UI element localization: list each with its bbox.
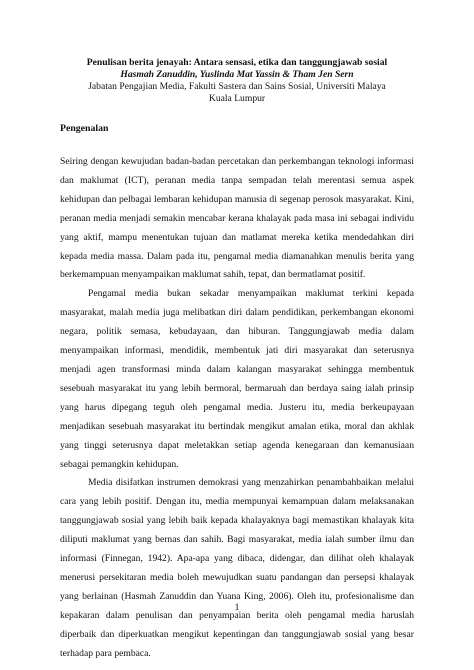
- paragraph: Pengamal media bukan sekadar menyampaikan maklumat terkini kepada masyarakat, malah media juga melibatkan diri dalam pendidikan, perkembangan ekonomi negara, politik semasa, kebudayaan, dan hiburan. Tanggungjawab media dalam menyampaikan informasi, mendidik, membentuk jati diri masyarakat dan seterusnya menjadi agen transformasi minda dalam kalangan masyarakat sehingga membentuk sesebuah masyarakat itu yang lebih bermoral, bermaruah dan berdaya saing ialah prinsip yang harus dipegang teguh oleh pengamal media. Justeru itu, media berkeupayaan menjadikan sesebuah masyarakat itu bertindak mengikut amalan etika, moral dan akhlak yang tinggi seterusnya dapat meletakkan setiap agenda kenegaraan dan kemanusiaan sebagai pemangkin kehidupan.: [60, 288, 414, 470]
- paragraph: Seiring dengan kewujudan badan-badan percetakan dan perkembangan teknologi informasi dan maklumat (ICT), peranan media tanpa sempadan telah merentasi semua aspek kehidupan dan pelbagai lembaran kehidupan manusia di segenap perosok masyarakat. Kini, peranan media menjadi semakin mencabar kerana khalayak pada masa ini sebagai individu yang aktif, mampu menentukan tujuan dan matlamat mereka ketika mendedahkan diri kepada media massa. Dalam pada itu, pengamal media diamanahkan menulis berita yang berkemampuan menyampaikan maklumat sahih, tepat, dan bermatlamat positif.: [60, 156, 414, 281]
- affiliation-location: Kuala Lumpur: [208, 93, 266, 104]
- paper-authors: Hasmah Zanuddin, Yuslinda Mat Yassin & Tham Jen Sern: [120, 69, 354, 80]
- affiliation-line: Jabatan Pengajian Media, Fakulti Sastera dan Sains Sosial, Universiti Malaya: [88, 81, 386, 92]
- page-number: 1: [234, 602, 240, 613]
- body-text: [60, 153, 414, 663]
- paper-title: Penulisan berita jenayah: Antara sensasi, etika dan tanggungjawab sosial: [86, 57, 388, 68]
- paragraph: Media disifatkan instrumen demokrasi yang menzahirkan penambahbaikan melalui cara yang lebih positif. Dengan itu, media mempunyai kemampuan dalam melaksanakan tanggungjawab sosial yang lebih baik kepada khalayaknya bagi memastikan khalayak kita diliputi maklumat yang bernas dan sahih. Bagi masyarakat, media ialah sumber ilmu dan informasi (Finnegan, 1942). Apa-apa yang dibaca, didengar, dan dilihat oleh khalayak menerusi persekitaran media boleh mewujudkan suatu pandangan dan persepsi khalayak yang berlainan (Hasmah Zanuddin dan Yuana King, 2006). Oleh itu, profesionalisme dan kepakaran dalam penulisan dan penyampaian berita oleh pengamal media haruslah diperbaik dan diperkuatkan mengikut kepentingan dan tanggungjawab sosial yang besar terhadap para pembaca.: [60, 477, 414, 659]
- section-heading: Pengenalan: [60, 123, 109, 134]
